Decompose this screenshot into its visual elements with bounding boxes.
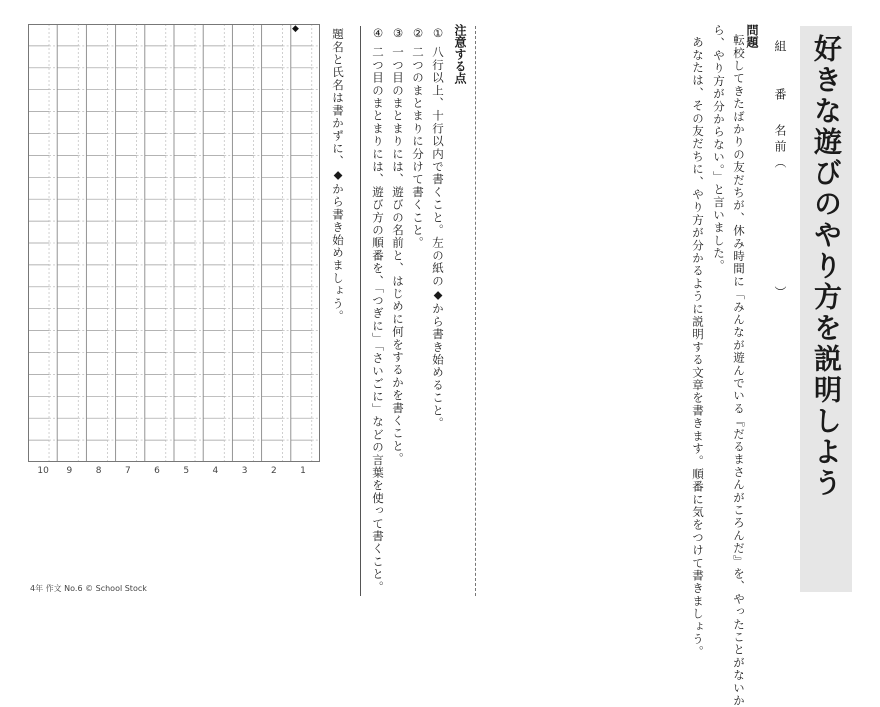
manuscript-grid <box>28 24 320 462</box>
fold-line <box>475 26 476 596</box>
column-number: 2 <box>270 466 277 476</box>
note-item-1: ① 八行以上、十行以内で書くこと。左の紙の◆から書き始めること。 <box>431 26 445 430</box>
start-mark-icon: ◆ <box>292 24 299 34</box>
name-field-label: 名前（ <box>773 124 787 172</box>
column-number: 9 <box>66 466 73 476</box>
note-item-2: ② 二つのまとまりに分けて書くこと。 <box>411 26 425 250</box>
problem-line-2: ら、やり方が分からない。」と言いました。 <box>712 24 726 273</box>
grid-instruction: 題名と氏名は書かずに、◆から書き始めましょう。 <box>331 28 345 323</box>
number-field-label: 番 <box>773 88 787 104</box>
footer-credit: 4年 作文 No.6 © School Stock <box>30 584 147 593</box>
note-item-4: ④ 二つ目のまとまりには、遊び方の順番を、「つぎに」「さいごに」などの言葉を使って書くこと。 <box>371 26 385 594</box>
column-number: 5 <box>183 466 190 476</box>
page-title: 好きな遊びのやり方を説明しよう <box>810 34 843 499</box>
column-number: 3 <box>241 466 248 476</box>
column-number: 1 <box>300 466 306 476</box>
column-number: 10 <box>37 466 49 476</box>
note-item-3: ③ 一つ目のまとまりには、遊びの名前と、はじめに何をするかを書くこと。 <box>391 26 405 466</box>
column-number: 8 <box>95 466 102 476</box>
notes-heading: 注意する点 <box>453 24 467 84</box>
problem-heading: 問題 <box>745 24 759 48</box>
column-number: 4 <box>212 466 219 476</box>
section-divider <box>360 26 361 596</box>
column-number: 6 <box>154 466 160 476</box>
name-field-close: ） <box>773 286 787 302</box>
class-field-label: 組 <box>773 40 787 56</box>
problem-line-3: あなたは、その友だちに、やり方が分かるように説明する文章を書きます。順番に気をつけて書きましょう。 <box>691 36 705 659</box>
problem-line-1: 転校してきたばかりの友だちが、休み時間に「みんなが遊んでいる『だるまさんがころんだ』を、やったことがないか <box>732 34 746 707</box>
column-number: 7 <box>124 466 131 476</box>
